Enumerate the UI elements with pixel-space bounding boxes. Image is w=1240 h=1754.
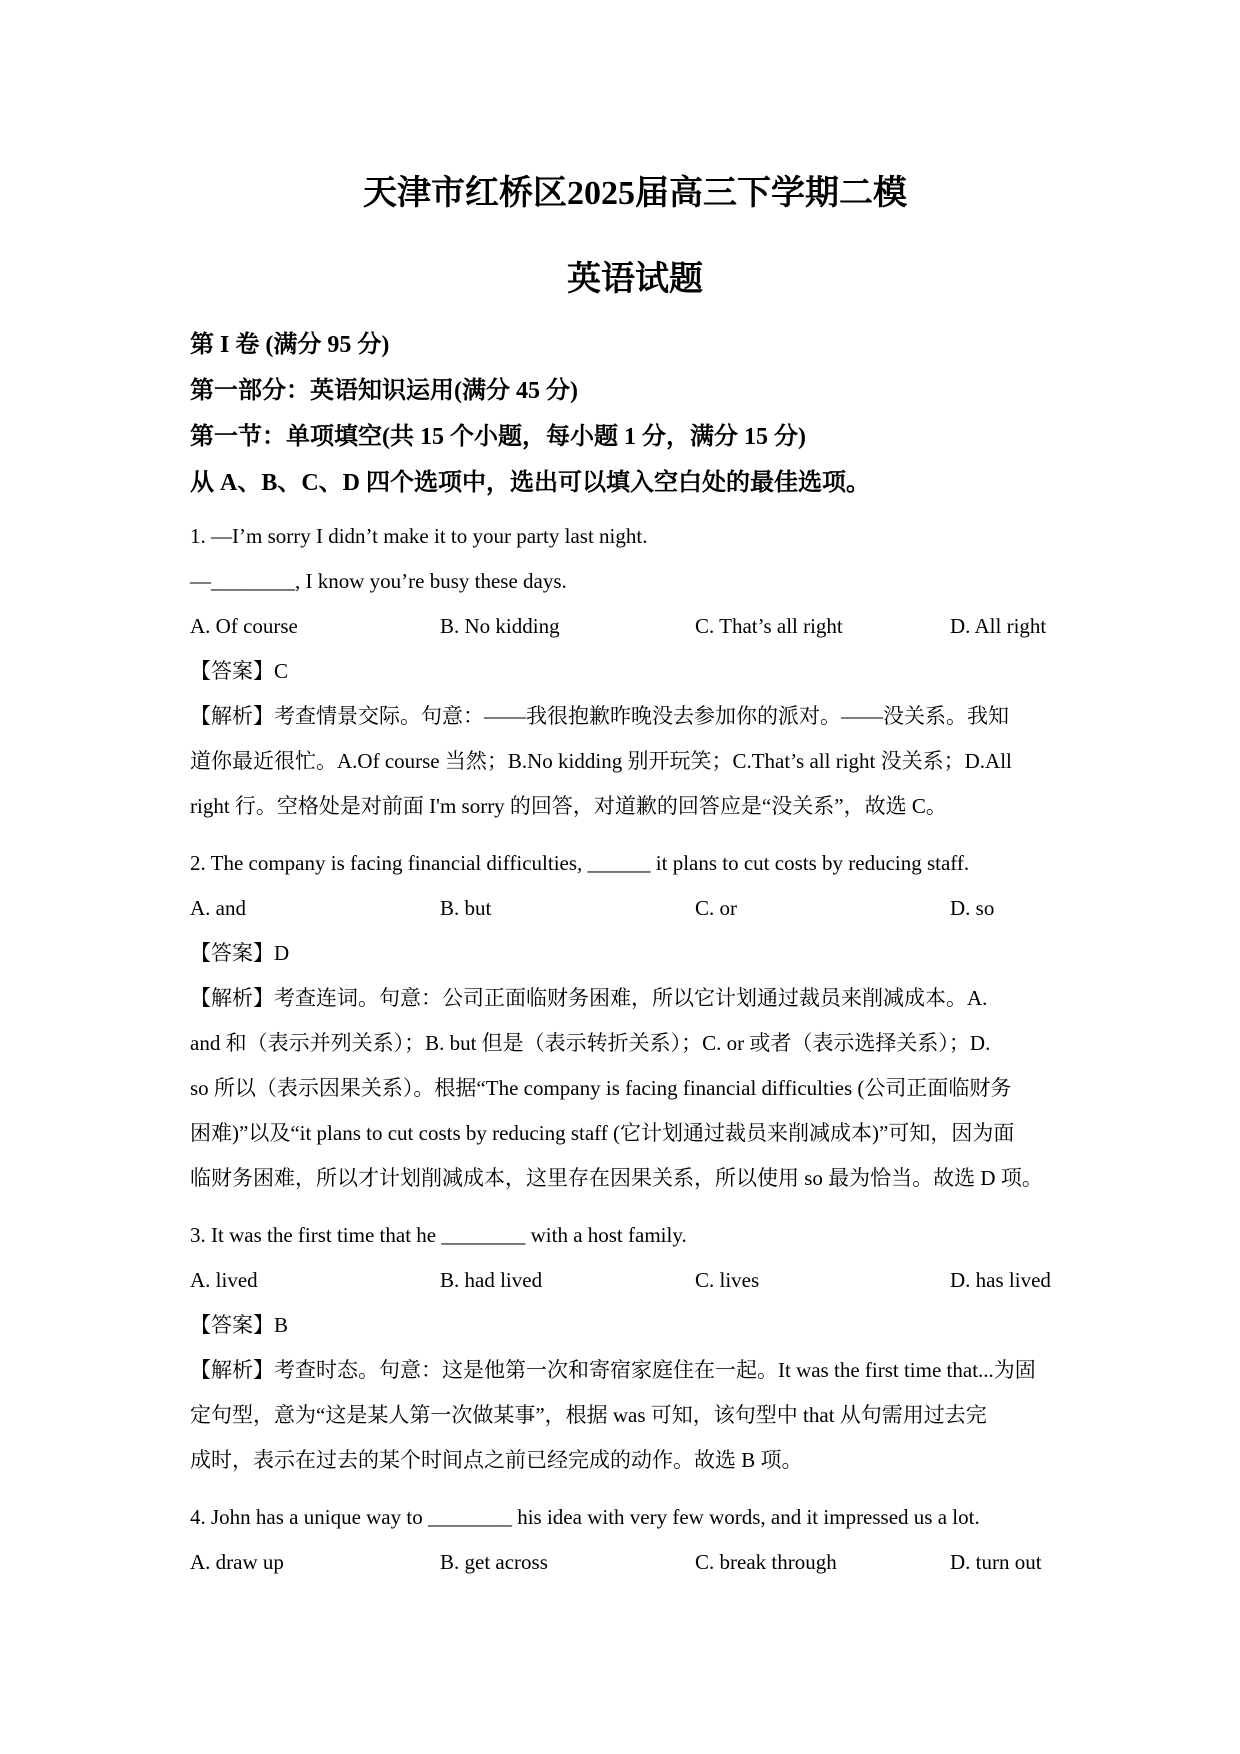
question-3-options-row (190, 1258, 1080, 1303)
question-2-stem-line-1: 2. The company is facing financial difficulties, ______ it plans to cut costs by reducing staff. (190, 851, 970, 875)
question-4-option-c: C. break through (695, 1550, 837, 1574)
question-3-option-c: C. lives (695, 1268, 760, 1292)
question-2-option-c: C. or (695, 896, 737, 920)
section-header-node: 第一节：单项填空(共 15 个小题，每小题 1 分，满分 15 分) (190, 424, 806, 450)
question-4-option-a: A. draw up (190, 1550, 284, 1574)
question-2-analysis-line-3: so 所以（表示因果关系）。根据“The company is facing financial difficulties (公司正面临财务 (190, 1076, 1012, 1100)
question-1-analysis-line-2: 道你最近很忙。A.Of course 当然；B.No kidding 别开玩笑；C.That’s all right 没关系；D.All (190, 749, 1012, 773)
question-1-option-b: B. No kidding (440, 614, 560, 638)
question-3-analysis-line-1: 【解析】考查时态。句意：这是他第一次和寄宿家庭住在一起。It was the first time that...为固 (190, 1358, 1036, 1382)
question-2-analysis-line-5: 临财务困难，所以才计划削减成本，这里存在因果关系，所以使用 so 最为恰当。故选 D 项。 (190, 1166, 1043, 1190)
question-1-stem-line-2: —________, I know you’re busy these days. (190, 569, 567, 593)
question-1-stem-line-1: 1. —I’m sorry I didn’t make it to your party last night. (190, 524, 648, 548)
question-1-answer-line: 【答案】C (190, 659, 289, 683)
question-2-analysis-line-4: 困难)”以及“it plans to cut costs by reducing staff (它计划通过裁员来削减成本)”可知，因为面 (190, 1121, 1015, 1145)
question-4-option-b: B. get across (440, 1550, 548, 1574)
question-1-option-d: D. All right (950, 614, 1047, 638)
question-3-answer-line: 【答案】B (190, 1313, 289, 1337)
question-3-option-d: D. has lived (950, 1268, 1051, 1292)
question-1-analysis-line-1: 【解析】考查情景交际。句意：——我很抱歉昨晚没去参加你的派对。——没关系。我知 (190, 704, 1009, 728)
question-2-analysis-line-2: and 和（表示并列关系）；B. but 但是（表示转折关系）；C. or 或者（表示选择关系）；D. (190, 1031, 991, 1055)
question-4-stem-line-1: 4. John has a unique way to ________ his idea with very few words, and it impressed us a lot. (190, 1505, 980, 1529)
question-3-option-a: A. lived (190, 1268, 258, 1292)
question-block-4 (190, 1495, 1080, 1585)
question-block-1 (190, 514, 1080, 829)
question-3-stem-line-1: 3. It was the first time that he ________ with a host family. (190, 1223, 687, 1247)
question-4-option-d: D. turn out (950, 1550, 1042, 1574)
question-2-option-b: B. but (440, 896, 492, 920)
question-3-analysis-line-3: 成时，表示在过去的某个时间点之前已经完成的动作。故选 B 项。 (190, 1448, 803, 1472)
section-header-part: 第一部分：英语知识运用(满分 45 分) (190, 378, 578, 404)
question-2-answer-line: 【答案】D (190, 941, 290, 965)
section-header-volume: 第 I 卷 (满分 95 分) (190, 332, 390, 358)
question-block-3 (190, 1213, 1080, 1483)
section-header-instruction: 从 A、B、C、D 四个选项中，选出可以填入空白处的最佳选项。 (190, 470, 871, 496)
doc-title: 天津市红桥区2025届高三下学期二模 (363, 175, 907, 212)
question-1-analysis-line-3: right 行。空格处是对前面 I'm sorry 的回答，对道歉的回答应是“没关系”，故选 C。 (190, 794, 947, 818)
question-1-option-c: C. That’s all right (695, 614, 843, 638)
question-2-options-row (190, 886, 1080, 931)
doc-subtitle: 英语试题 (567, 261, 703, 298)
question-1-option-a: A. Of course (190, 614, 298, 638)
question-4-options-row (190, 1540, 1080, 1585)
question-3-analysis-line-2: 定句型，意为“这是某人第一次做某事”，根据 was 可知，该句型中 that 从句需用过去完 (190, 1403, 987, 1427)
question-2-analysis-line-1: 【解析】考查连词。句意：公司正面临财务困难，所以它计划通过裁员来削减成本。A. (190, 986, 988, 1010)
question-1-options-row (190, 604, 1080, 649)
question-block-2 (190, 841, 1080, 1201)
question-3-option-b: B. had lived (440, 1268, 543, 1292)
question-2-option-d: D. so (950, 896, 995, 920)
question-2-option-a: A. and (190, 896, 246, 920)
